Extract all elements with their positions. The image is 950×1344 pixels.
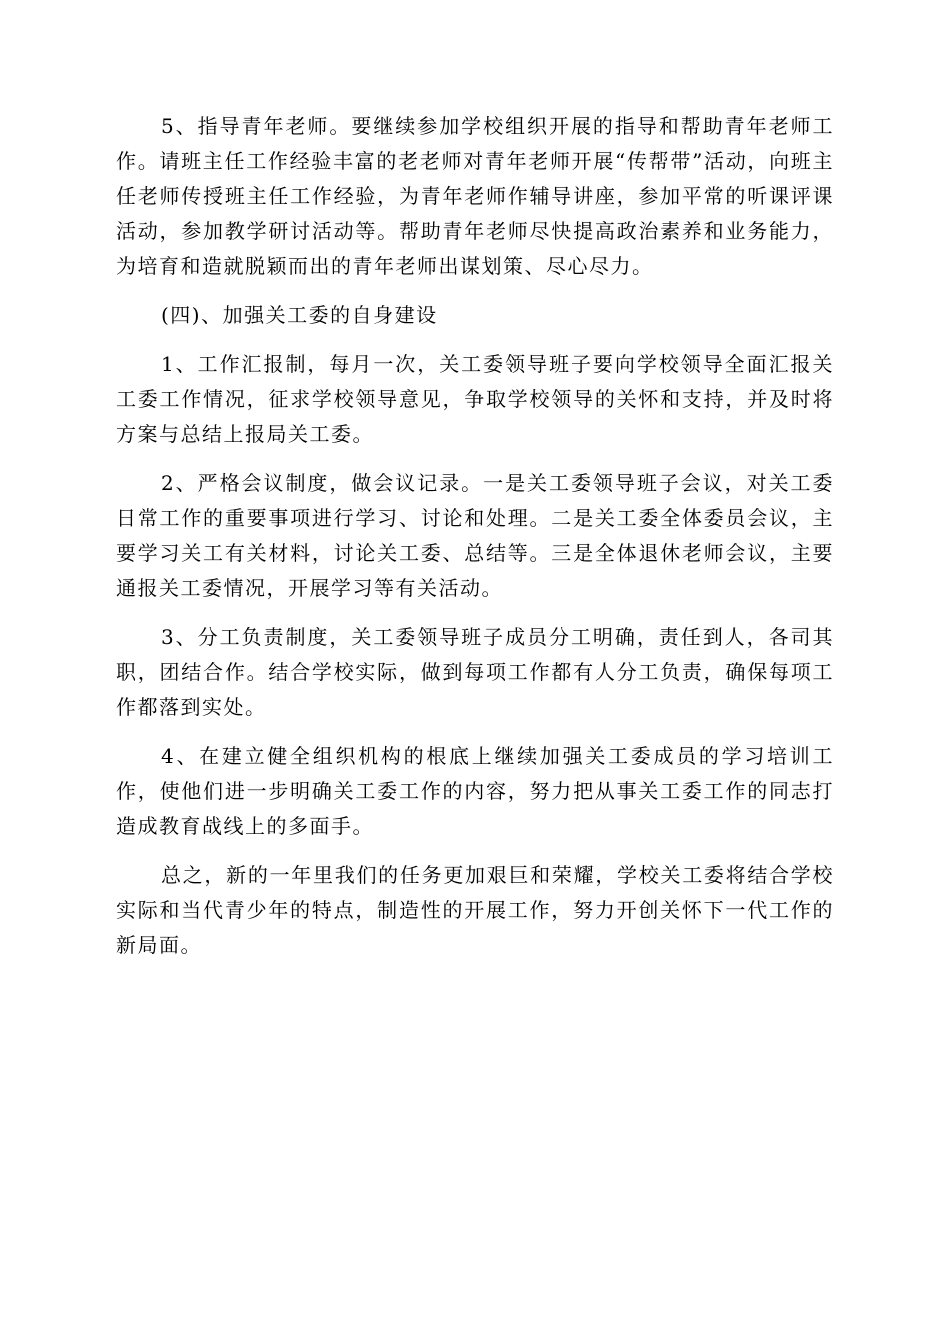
document-body [116,109,834,977]
paragraph-reporting-system: 1、工作汇报制，每月一次，关工委领导班子要向学校领导全面汇报关工委工作情况，征求学校领导意见，争取学校领导的关怀和支持，并及时将方案与总结上报局关工委。 [116,352,834,446]
paragraph-mentor-young-teachers: 5、指导青年老师。要继续参加学校组织开展的指导和帮助青年老师工作。请班主任工作经验丰富的老老师对青年老师开展“传帮带”活动，向班主任老师传授班主任工作经验，为青年老师作辅导讲座，参加平常的听课评课活动，参加教学研讨活动等。帮助青年老师尽快提高政治素养和业务能力，为培育和造就脱颖而出的青年老师出谋划策、尽心尽力。 [116,114,834,278]
paragraph-training: 4、在建立健全组织机构的根底上继续加强关工委成员的学习培训工作，使他们进一步明确关工委工作的内容，努力把从事关工委工作的同志打造成教育战线上的多面手。 [116,744,834,838]
paragraph-division-of-labor: 3、分工负责制度，关工委领导班子成员分工明确，责任到人，各司其职，团结合作。结合学校实际，做到每项工作都有人分工负责，确保每项工作都落到实处。 [116,625,834,719]
paragraph-meeting-system: 2、严格会议制度，做会议记录。一是关工委领导班子会议，对关工委日常工作的重要事项进行学习、讨论和处理。二是关工委全体委员会议，主要学习关工有关材料，讨论关工委、总结等。三是全体退休老师会议，主要通报关工委情况，开展学习等有关活动。 [116,471,834,600]
section-heading-self-construction: (四)、加强关工委的自身建设 [161,303,438,327]
paragraph-conclusion: 总之，新的一年里我们的任务更加艰巨和荣耀，学校关工委将结合学校实际和当代青少年的特点，制造性的开展工作，努力开创关怀下一代工作的新局面。 [116,863,834,957]
